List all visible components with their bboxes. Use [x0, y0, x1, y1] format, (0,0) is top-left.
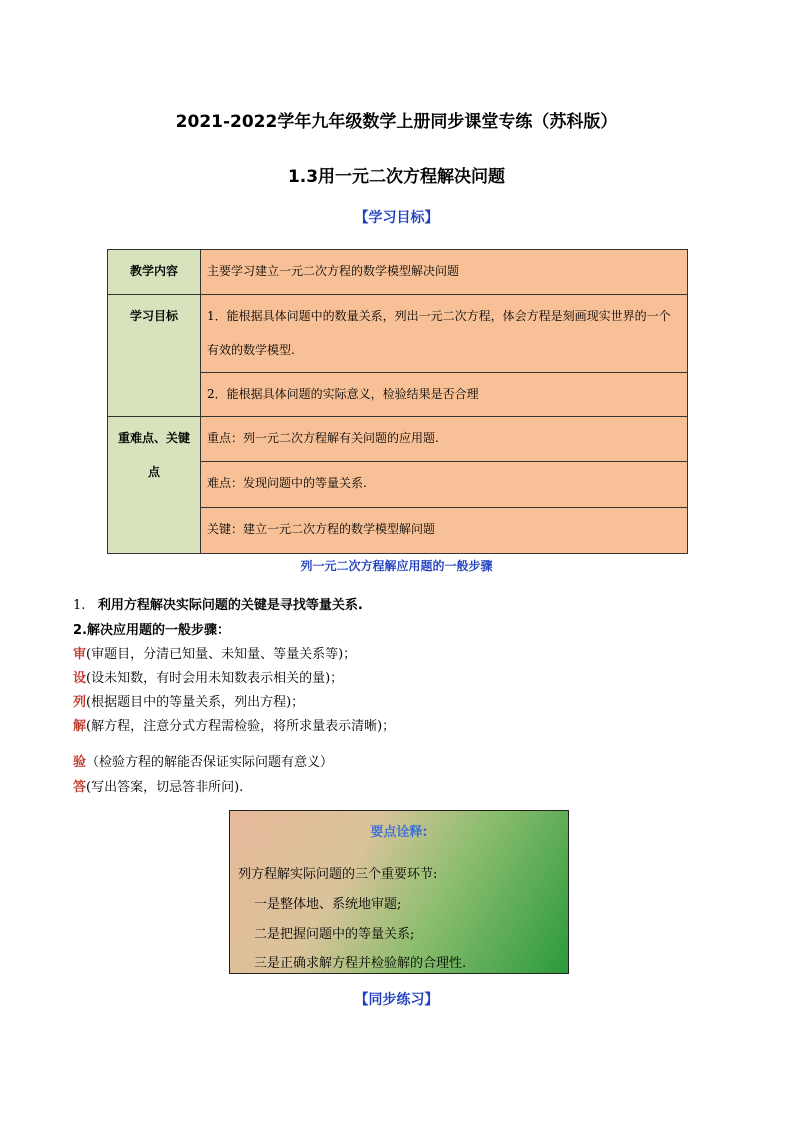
step-list [73, 691, 304, 710]
learning-goals-table [107, 249, 688, 554]
key-points-note-box [229, 810, 569, 974]
table-label-key-points: 重难点、关键点 [108, 417, 201, 554]
point-1-number: 1. [73, 598, 86, 613]
note-line-4: 三是正确求解方程并检验解的合理性. [254, 956, 467, 971]
step-solve [73, 715, 395, 734]
step-key: 设 [73, 671, 87, 686]
document-title: 2021-2022学年九年级数学上册同步课堂专练（苏科版） [175, 112, 618, 132]
table-cell-difficulty: 难点：发现问题中的等量关系. [201, 462, 688, 508]
point-1 [73, 594, 363, 613]
section-heading-practice: 【同步练习】 [354, 992, 439, 1008]
note-title: 要点诠释: [370, 825, 428, 840]
steps-heading: 列一元二次方程解应用题的一般步骤 [300, 559, 493, 573]
note-line-2: 一是整体地、系统地审题; [254, 897, 402, 912]
step-key: 答 [73, 780, 87, 795]
step-review [73, 643, 356, 662]
note-line-3: 二是把握问题中的等量关系; [254, 927, 415, 942]
table-label-teaching-content: 教学内容 [108, 250, 201, 295]
step-text: (写出答案，切忌答非所问). [86, 780, 244, 795]
step-check [73, 751, 333, 770]
step-set [73, 667, 343, 686]
note-line-1: 列方程解实际问题的三个重要环节: [238, 867, 438, 882]
step-key: 列 [73, 695, 87, 710]
step-answer [73, 776, 243, 795]
step-key: 审 [73, 647, 87, 662]
table-cell-goal-2: 2．能根据具体问题的实际意义，检验结果是否合理 [201, 373, 688, 417]
step-text: (根据题目中的等量关系，列出方程)； [86, 695, 305, 710]
point-1-text: 利用方程解决实际问题的关键是寻找等量关系. [97, 598, 363, 613]
step-text: (审题目，分清已知量、未知量、等量关系等)； [86, 647, 357, 662]
table-cell-focus: 重点：列一元二次方程解有关问题的应用题. [201, 417, 688, 462]
step-key: 验 [73, 755, 87, 770]
step-text: (设未知数，有时会用未知数表示相关的量)； [86, 671, 344, 686]
table-cell-key: 关键：建立一元二次方程的数学模型解问题 [201, 508, 688, 554]
point-2: 2.解决应用题的一般步骤： [73, 623, 230, 638]
table-cell-teaching-content: 主要学习建立一元二次方程的数学模型解决问题 [201, 250, 688, 295]
table-label-learning-goals: 学习目标 [108, 295, 201, 417]
step-text: （检验方程的解能否保证实际问题有意义） [86, 755, 334, 770]
lesson-title: 1.3用一元二次方程解决问题 [287, 167, 506, 187]
section-heading-goals: 【学习目标】 [354, 210, 439, 226]
step-text: (解方程，注意分式方程需检验，将所求量表示清晰)； [86, 719, 396, 734]
table-cell-goal-1: 1．能根据具体问题中的数量关系，列出一元二次方程，体会方程是刻画现实世界的一个有效的数学模型. [201, 295, 688, 373]
step-key: 解 [73, 719, 87, 734]
